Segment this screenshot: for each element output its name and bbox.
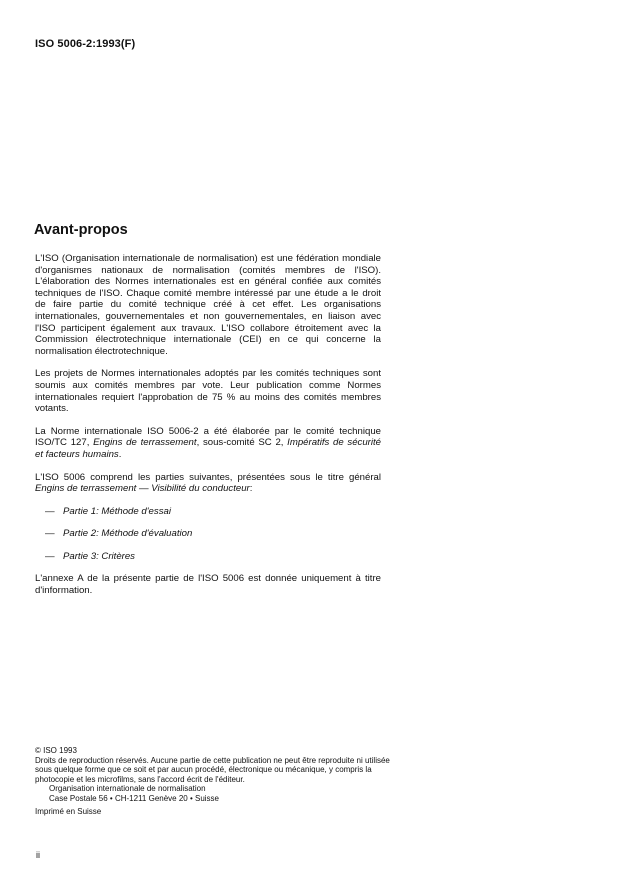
list-item [45, 551, 381, 563]
rights-notice: Droits de reproduction réservés. Aucune partie de cette publication ne peut être reproduite ni utilisée sous quelque forme que ce soit et par aucun procédé, électronique ou mécanique, y compris la photocopie et les microfilms, sans l'accord écrit de l'éditeur. [35, 755, 390, 784]
list-item [45, 506, 381, 518]
part-label: Partie 2: Méthode d'évaluation [63, 528, 193, 540]
dash-marker: — [45, 505, 55, 517]
parts-list [35, 506, 381, 563]
postal-address: Case Postale 56 • CH-1211 Genève 20 • Suisse [49, 793, 219, 803]
list-item [45, 528, 381, 540]
subcommittee-text: , sous-comité SC 2, [196, 437, 288, 449]
dash-marker: — [45, 528, 55, 540]
copyright-line: © ISO 1993 [35, 746, 77, 755]
part-label: Partie 1: Méthode d'essai [63, 505, 171, 517]
part-label: Partie 3: Critères [63, 550, 135, 562]
dash-marker: — [45, 550, 55, 562]
foreword-body [35, 253, 381, 597]
page-title: Avant-propos [34, 222, 128, 238]
printed-in: Imprimé en Suisse [35, 806, 102, 816]
parts-intro-end: : [249, 483, 253, 495]
committee-end: . [118, 448, 122, 460]
page-number: ii [36, 850, 40, 860]
paragraph-annex: L'annexe A de la présente partie de l'ISO 5006 est donnée uniquement à titre d'information. [35, 573, 381, 597]
subcommittee-name: Impératifs de sécurité et facteurs humains [35, 437, 382, 460]
committee-text: La Norme internationale ISO 5006-2 a été élaborée par le comité technique ISO/TC 127, [35, 425, 381, 449]
copyright-block [35, 746, 395, 816]
paragraph-voting: Les projets de Normes internationales adoptés par les comités techniques sont soumis aux comités membres par vote. Leur publication comme Normes internationales requiert l'approbation de 75 % au moins des comités membres votants. [35, 368, 381, 415]
paragraph-committee [35, 426, 381, 461]
document-id: ISO 5006-2:1993(F) [35, 38, 136, 50]
general-title: Engins de terrassement — Visibilité du conducteur [35, 483, 250, 495]
paragraph-parts-intro [35, 472, 381, 495]
committee-name: Engins de terrassement [93, 437, 197, 449]
paragraph-iso-intro: L'ISO (Organisation internationale de normalisation) est une fédération mondiale d'organismes nationaux de normalisation (comités membres de l'ISO). L'élaboration des Normes internationales est en général confiée aux comités techniques de l'ISO. Chaque comité membre intéressé par une étude a le droit de faire partie du comité technique créé à cet effet. Les organisations internationales, gouvernementales et non gouvernementales, en liaison avec l'ISO participent également aux travaux. L'ISO collabore étroitement avec la Commission électrotechnique internationale (CEI) en ce qui concerne la normalisation électrotechnique. [35, 253, 381, 357]
parts-intro-text: L'ISO 5006 comprend les parties suivantes, présentées sous le titre général [35, 471, 381, 483]
organization-name: Organisation internationale de normalisation [49, 784, 206, 794]
